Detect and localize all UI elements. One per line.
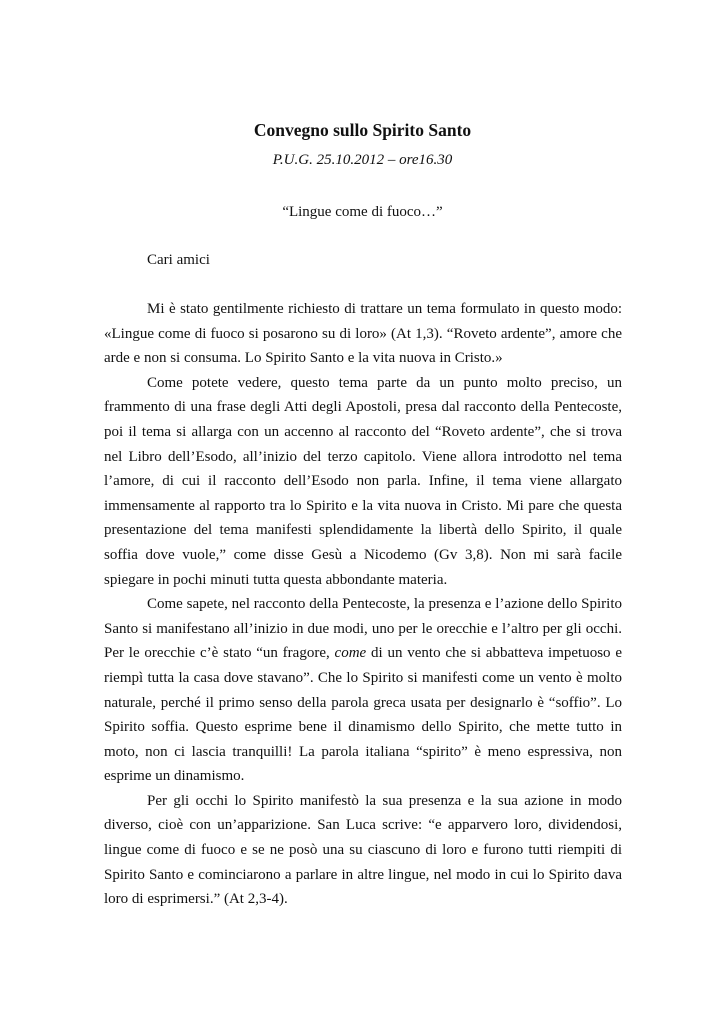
greeting: Cari amici [147,252,210,268]
paragraph-3-text-after: di un vento che si abbatteva impetuoso e riempì tutta la casa dove stavano”. Che lo Spirito si manifesti come un vento è molto naturale, perché il primo senso della parola greca usata per designarlo è “soffio”. Lo Spirito soffia. Questo esprime bene il dinamismo dello Spirito, che mette tutto in moto, non ci lascia tranquilli! La parola italiana “spirito” è meno espressiva, non esprime un dinamismo. [104,645,623,785]
paragraph-1: Mi è stato gentilmente richiesto di trattare un tema formulato in questo modo: «Lingue come di fuoco si posarono su di loro» (At 1,3). “Roveto ardente”, amore che arde e non si consuma. Lo Spirito Santo e la vita nuova in Cristo.» [104,301,622,367]
paragraph-4: Per gli occhi lo Spirito manifestò la sua presenza e la sua azione in modo diverso, cioè con un’apparizione. San Luca scrive: “e apparvero loro, dividendosi, lingue come di fuoco e se ne posò una su ciascuno di loro e furono tutti riempiti di Spirito Santo e cominciarono a parlare in altre lingue, nel modo in cui lo Spirito dava loro di esprimersi.” (At 2,3-4). [104,792,622,908]
epigraph: “Lingue come di fuoco…” [282,204,443,220]
paragraph-2: Come potete vedere, questo tema parte da un punto molto preciso, un frammento di una frase degli Atti degli Apostoli, presa dal racconto della Pentecoste, poi il tema si allarga con un accenno al racconto del “Roveto ardente”, che si trova nel Libro dell’Esodo, all’inizio del terzo capitolo. Viene allora introdotto nel tema l’amore, di cui il racconto dell’Esodo non parla. Infine, il tema viene allargato immensamente al rapporto tra lo Spirito e la vita nuova in Cristo. Mi pare che questa presentazione del tema manifesti splendidamente la libertà dello Spirito, il quale soffia dove vuole,” come disse Gesù a Nicodemo (Gv 3,8). Non mi sarà facile spiegare in pochi minuti tutta questa abbondante materia. [104,374,622,588]
paragraph-3-emphasis: come [334,645,367,662]
document-body [104,297,622,912]
document-subtitle: P.U.G. 25.10.2012 – ore16.30 [272,152,453,168]
document-title: Convegno sullo Spirito Santo [253,120,472,140]
paragraph-3-text-before: Come sapete, nel racconto della Pentecoste, la presenza e l’azione dello Spirito Santo si manifestano all’inizio in due modi, uno per le orecchie e l’altro per gli occhi. Per le orecchie c’è stato “un fragore, [104,596,622,662]
paragraph-3 [104,592,622,789]
